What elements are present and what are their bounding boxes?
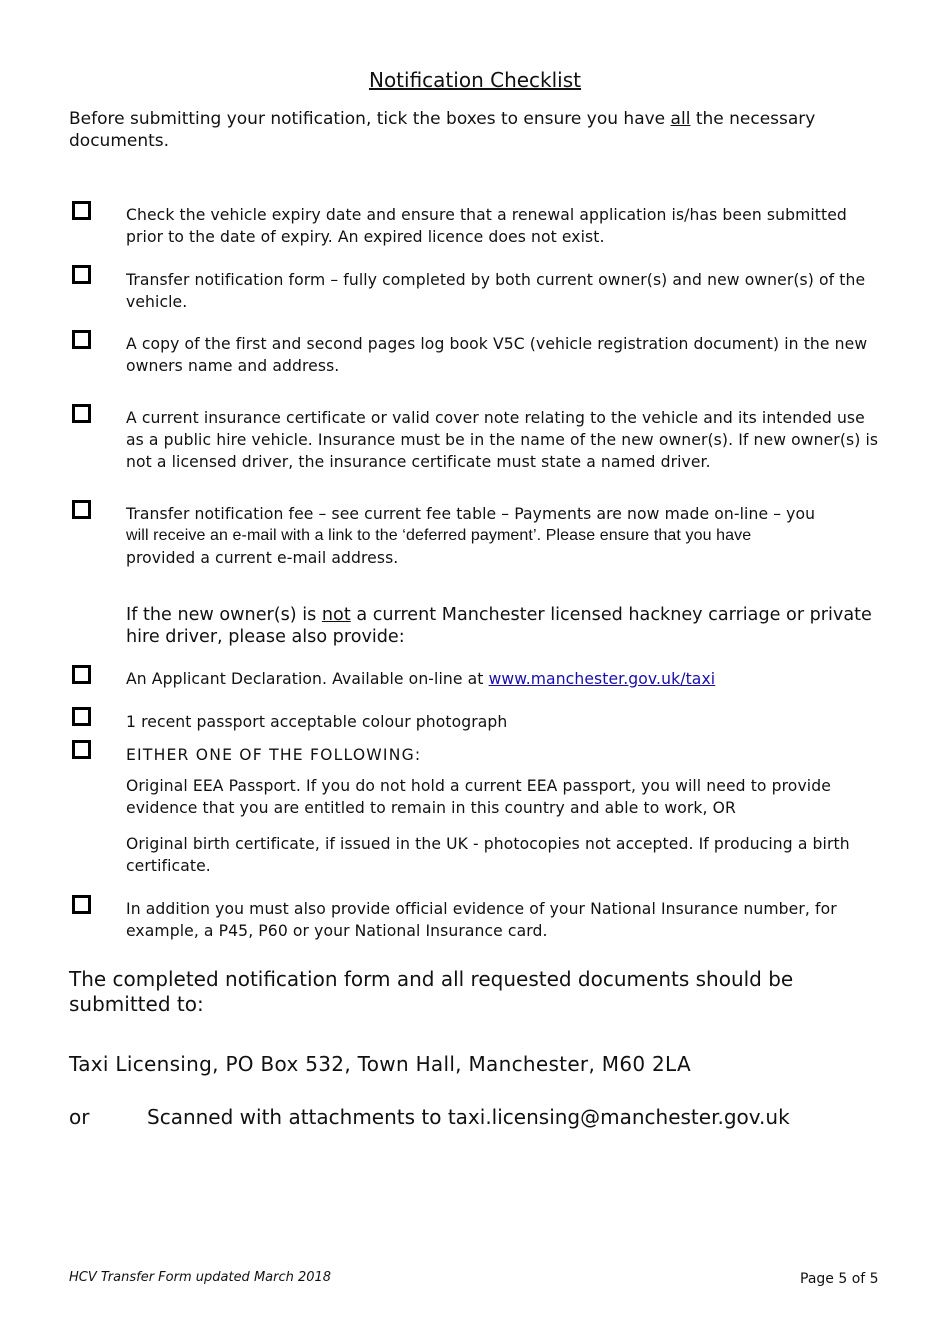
alt-email-text: Scanned with attachments to taxi.licensing@manchester.gov.uk <box>147 1105 790 1129</box>
item-fee <box>126 503 886 569</box>
item-national-insurance: In addition you must also provide official evidence of your National Insurance number, for example, a P45, P60 or your National Insurance card. <box>126 900 837 940</box>
condition-emphasis: not <box>321 605 351 625</box>
fee-line-1: Transfer notification fee – see current fee table – Payments are now made on-line – you <box>126 505 816 523</box>
checkbox-insurance[interactable] <box>72 404 91 423</box>
page-title: Notification Checklist <box>368 68 581 92</box>
condition-before: If the new owner(s) is <box>126 605 322 625</box>
footer-page-number: Page 5 of 5 <box>800 1271 879 1287</box>
item-transfer-form: Transfer notification form – fully completed by both current owner(s) and new owner(s) of the vehicle. <box>126 271 866 311</box>
footer-form-version: HCV Transfer Form updated March 2018 <box>69 1270 332 1285</box>
checkbox-national-insurance[interactable] <box>72 895 91 914</box>
item-logbook: A copy of the first and second pages log book V5C (vehicle registration document) in the new owners name and address. <box>126 335 868 375</box>
birth-certificate-text: Original birth certificate, if issued in the UK - photocopies not accepted. If producing a birth certificate. <box>126 835 850 875</box>
checkbox-either[interactable] <box>72 740 91 759</box>
checkbox-transfer-form[interactable] <box>72 265 91 284</box>
item-insurance: A current insurance certificate or valid cover note relating to the vehicle and its intended use as a public hire vehicle. Insurance must be in the name of the new owner(s). If new owner(s) is not a licensed driver, the insurance certificate must state a named driver. <box>126 409 879 471</box>
intro-emphasis: all <box>670 109 691 129</box>
checkbox-declaration[interactable] <box>72 665 91 684</box>
declaration-text: An Applicant Declaration. Available on-line at <box>126 670 489 688</box>
item-photo: 1 recent passport acceptable colour photograph <box>126 713 508 731</box>
checkbox-expiry[interactable] <box>72 201 91 220</box>
intro-text <box>69 108 889 152</box>
alt-or: or <box>69 1105 90 1129</box>
passport-text: Original EEA Passport. If you do not hold a current EEA passport, you will need to provide evidence that you are entitled to remain in this country and able to work, OR <box>126 777 831 817</box>
checkbox-logbook[interactable] <box>72 330 91 349</box>
fee-line-3: provided a current e-mail address. <box>126 549 399 567</box>
submit-text: The completed notification form and all requested documents should be submitted to: <box>69 967 794 1016</box>
item-expiry: Check the vehicle expiry date and ensure that a renewal application is/has been submitted prior to the date of expiry. An expired licence does not exist. <box>126 206 847 246</box>
checkbox-photo[interactable] <box>72 707 91 726</box>
condition-after: a current Manchester licensed hackney carriage or private hire driver, please also provide: <box>126 605 872 647</box>
item-either: EITHER ONE OF THE FOLLOWING: <box>126 746 422 764</box>
condition-text <box>126 604 886 648</box>
declaration-link[interactable]: www.manchester.gov.uk/taxi <box>488 670 716 688</box>
intro-after: the necessary documents. <box>69 109 816 151</box>
item-declaration <box>126 668 886 690</box>
intro-before: Before submitting your notification, tick the boxes to ensure you have <box>69 109 671 129</box>
postal-address: Taxi Licensing, PO Box 532, Town Hall, Manchester, M60 2LA <box>69 1052 691 1076</box>
fee-line-2: will receive an e-mail with a link to the ‘deferred payment’. Please ensure that you have <box>126 527 752 544</box>
checkbox-fee[interactable] <box>72 500 91 519</box>
